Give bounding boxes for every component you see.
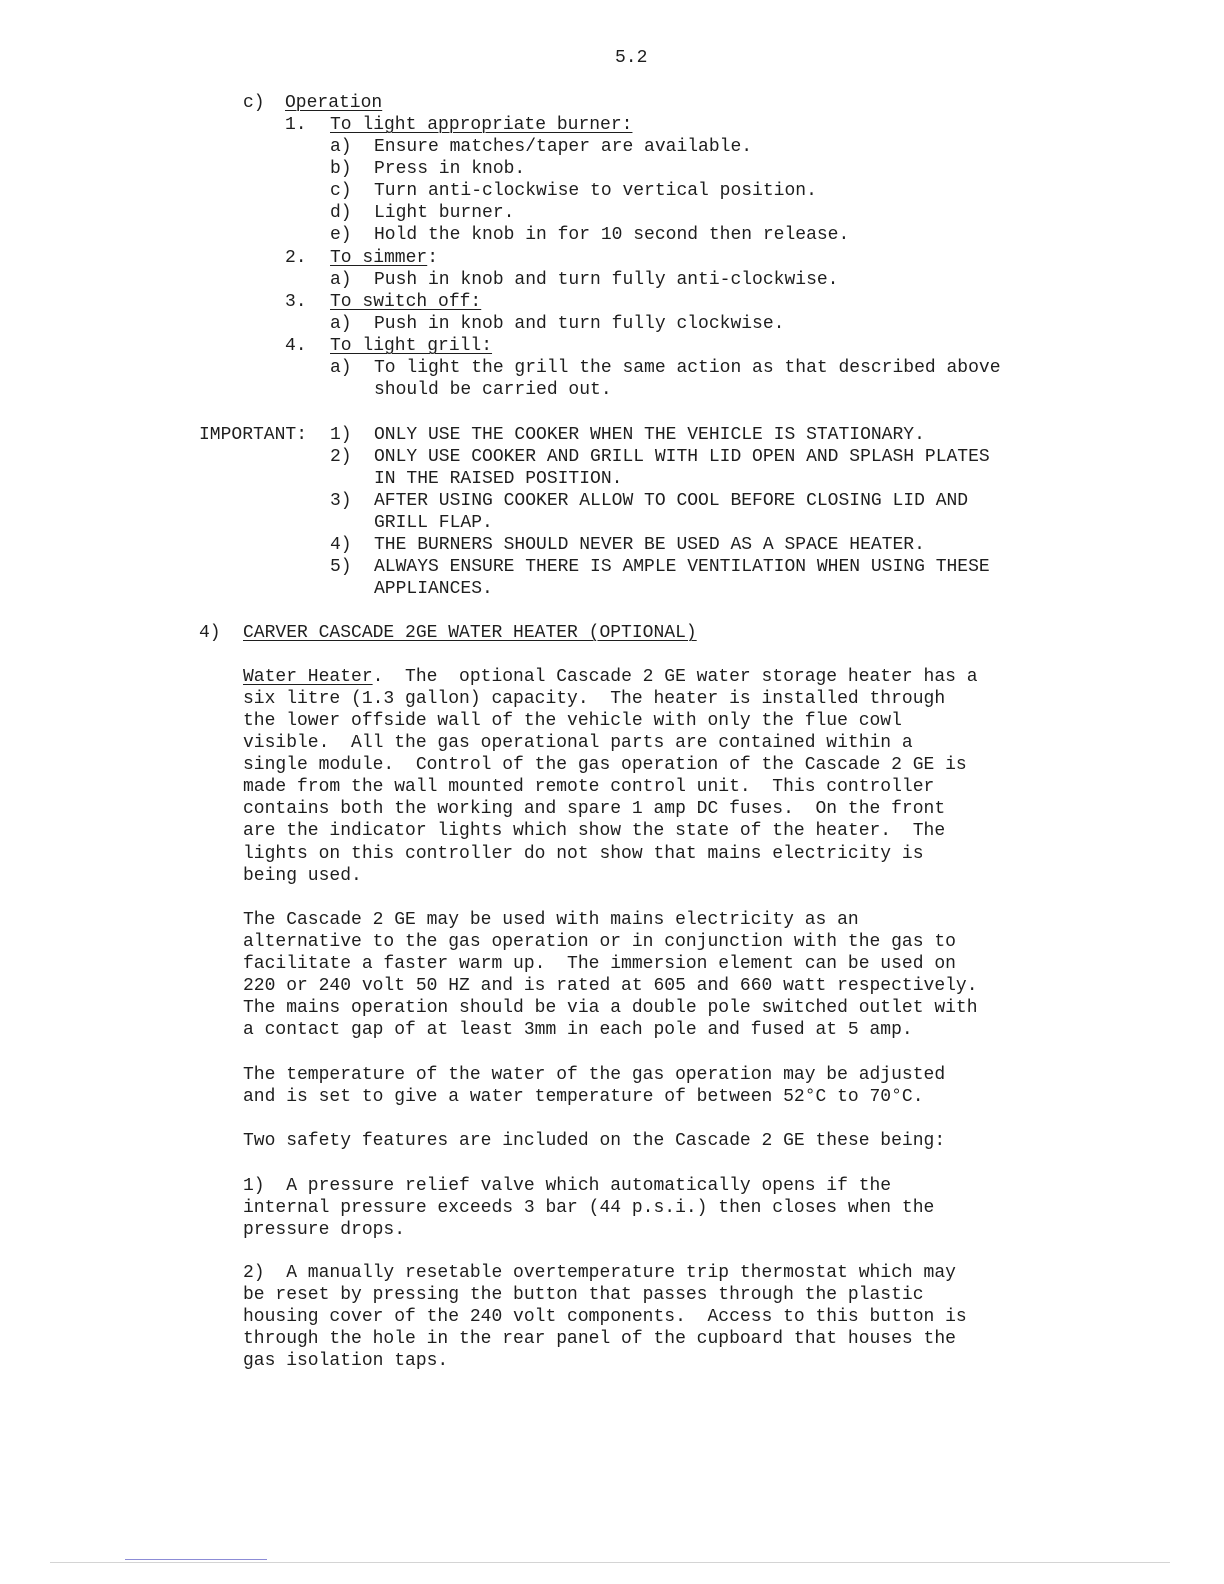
step-number: 1. (285, 115, 307, 135)
important-marker: 1) (330, 425, 352, 445)
step-title (330, 247, 438, 269)
paragraph-line: pressure drops. (243, 1220, 406, 1240)
substep-marker: c) (330, 181, 352, 201)
substep-marker: d) (330, 203, 352, 223)
step-title: To light appropriate burner: (330, 115, 633, 135)
paragraph-line: made from the wall mounted remote control unit. This controller (243, 777, 935, 797)
water-heater-lead: Water Heater (243, 667, 373, 687)
paragraph-line: facilitate a faster warm up. The immersion element can be used on (243, 954, 956, 974)
section-c-heading: Operation (285, 93, 383, 113)
paragraph-line: gas isolation taps. (243, 1351, 449, 1371)
paragraph-line: visible. All the gas operational parts are contained within a (243, 733, 913, 753)
substep-text: Turn anti-clockwise to vertical position. (374, 181, 817, 201)
paragraph-line: The Cascade 2 GE may be used with mains electricity as an (243, 910, 859, 930)
important-text: APPLIANCES. (374, 579, 493, 599)
substep-text: Press in knob. (374, 159, 526, 179)
paragraph-text: . The optional Cascade 2 GE water storage heater has a (372, 667, 978, 687)
substep-marker: a) (330, 270, 352, 290)
important-text: AFTER USING COOKER ALLOW TO COOL BEFORE CLOSING LID AND (374, 491, 969, 511)
paragraph-line: the lower offside wall of the vehicle with only the flue cowl (243, 711, 902, 731)
step-title-colon: : (427, 248, 439, 268)
paragraph-line: 2) A manually resetable overtemperature trip thermostat which may (243, 1263, 956, 1283)
important-label: IMPORTANT: (199, 425, 308, 445)
substep-marker: e) (330, 225, 352, 245)
paragraph-line: through the hole in the rear panel of the cupboard that houses the (243, 1329, 956, 1349)
substep-text: Push in knob and turn fully clockwise. (374, 314, 785, 334)
important-text: THE BURNERS SHOULD NEVER BE USED AS A SPACE HEATER. (374, 535, 925, 555)
paragraph-line: be reset by pressing the button that passes through the plastic (243, 1285, 924, 1305)
substep-marker: b) (330, 159, 352, 179)
important-marker: 3) (330, 491, 352, 511)
important-marker: 5) (330, 557, 352, 577)
substep-text: Light burner. (374, 203, 515, 223)
paragraph-line: being used. (243, 866, 362, 886)
substep-text: should be carried out. (374, 380, 612, 400)
substep-marker: a) (330, 358, 352, 378)
page-number: 5.2 (615, 48, 648, 68)
substep-text: Push in knob and turn fully anti-clockwise. (374, 270, 839, 290)
paragraph-line: a contact gap of at least 3mm in each pole and fused at 5 amp. (243, 1020, 913, 1040)
paragraph-line: 1) A pressure relief valve which automatically opens if the (243, 1176, 892, 1196)
paragraph-line: internal pressure exceeds 3 bar (44 p.s.i.) then closes when the (243, 1198, 935, 1218)
paragraph-line: are the indicator lights which show the state of the heater. The (243, 821, 946, 841)
scan-edge-line (125, 1559, 267, 1560)
paragraph-line: 220 or 240 volt 50 HZ and is rated at 605 and 660 watt respectively. (243, 976, 978, 996)
step-number: 3. (285, 292, 307, 312)
step-title: To switch off: (330, 292, 482, 312)
paragraph-line: lights on this controller do not show that mains electricity is (243, 844, 924, 864)
substep-marker: a) (330, 314, 352, 334)
step-number: 4. (285, 336, 307, 356)
paragraph-line: housing cover of the 240 volt components. Access to this button is (243, 1307, 967, 1327)
substep-text: Hold the knob in for 10 second then release. (374, 225, 850, 245)
paragraph-line: single module. Control of the gas operation of the Cascade 2 GE is (243, 755, 967, 775)
important-marker: 4) (330, 535, 352, 555)
paragraph-line: Two safety features are included on the Cascade 2 GE these being: (243, 1131, 946, 1151)
paragraph-line: The temperature of the water of the gas operation may be adjusted (243, 1065, 946, 1085)
paragraph-line: and is set to give a water temperature of between 52°C to 70°C. (243, 1087, 924, 1107)
step-title-underlined: To simmer (330, 248, 428, 268)
paragraph-line: six litre (1.3 gallon) capacity. The heater is installed through (243, 689, 946, 709)
paragraph-line (243, 666, 978, 688)
step-number: 2. (285, 248, 307, 268)
paragraph-line: The mains operation should be via a double pole switched outlet with (243, 998, 978, 1018)
section-c-marker: c) (243, 93, 265, 113)
section-4-heading: CARVER CASCADE 2GE WATER HEATER (OPTIONAL) (243, 623, 697, 643)
paragraph-line: alternative to the gas operation or in conjunction with the gas to (243, 932, 956, 952)
important-text: GRILL FLAP. (374, 513, 493, 533)
paragraph-line: contains both the working and spare 1 amp DC fuses. On the front (243, 799, 946, 819)
section-4-marker: 4) (199, 623, 221, 643)
important-text: ONLY USE THE COOKER WHEN THE VEHICLE IS STATIONARY. (374, 425, 925, 445)
important-marker: 2) (330, 447, 352, 467)
important-text: ALWAYS ENSURE THERE IS AMPLE VENTILATION WHEN USING THESE (374, 557, 990, 577)
substep-text: Ensure matches/taper are available. (374, 137, 753, 157)
substep-marker: a) (330, 137, 352, 157)
substep-text: To light the grill the same action as that described above (374, 358, 1001, 378)
important-text: IN THE RAISED POSITION. (374, 469, 623, 489)
scan-edge-line (50, 1562, 1170, 1563)
important-text: ONLY USE COOKER AND GRILL WITH LID OPEN AND SPLASH PLATES (374, 447, 990, 467)
step-title: To light grill: (330, 336, 493, 356)
